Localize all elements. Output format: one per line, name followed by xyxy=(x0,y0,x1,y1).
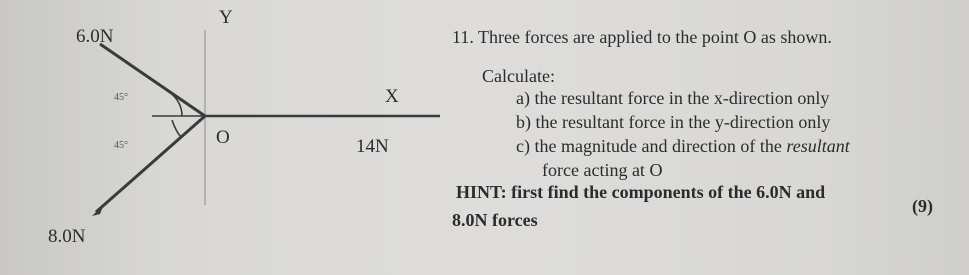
angle-label-top: 45° xyxy=(114,92,128,103)
part-a: a) the resultant force in the x-direction only xyxy=(516,88,830,108)
hint-line-2: 8.0N forces xyxy=(452,210,538,230)
marks-label: (9) xyxy=(912,196,933,216)
angle-label-bottom: 45° xyxy=(114,140,128,151)
hint-line-1: HINT: first find the components of the 6.0N and xyxy=(456,182,826,202)
question-title: 11. Three forces are applied to the point O as shown. xyxy=(452,27,832,47)
axis-label-y: Y xyxy=(219,7,233,28)
force-diagram xyxy=(0,0,450,275)
part-c-continuation: force acting at O xyxy=(542,160,663,180)
axis-label-x: X xyxy=(385,86,399,107)
force-label-8n: 8.0N xyxy=(48,226,86,247)
part-b: b) the resultant force in the y-direction only xyxy=(516,112,831,132)
origin-label: O xyxy=(216,127,230,148)
question-text xyxy=(452,0,962,275)
force-label-14n: 14N xyxy=(356,136,389,157)
calculate-label: Calculate: xyxy=(482,66,555,86)
part-c-resultant: resultant xyxy=(786,136,850,156)
force-6n-line xyxy=(100,44,205,116)
force-8n-arrowhead xyxy=(92,204,104,216)
angle-arc-bottom xyxy=(172,120,182,138)
force-8n-line xyxy=(96,116,205,212)
force-label-6n: 6.0N xyxy=(76,26,114,47)
part-c xyxy=(516,136,850,157)
part-c-text: c) the magnitude and direction of the xyxy=(516,136,787,156)
